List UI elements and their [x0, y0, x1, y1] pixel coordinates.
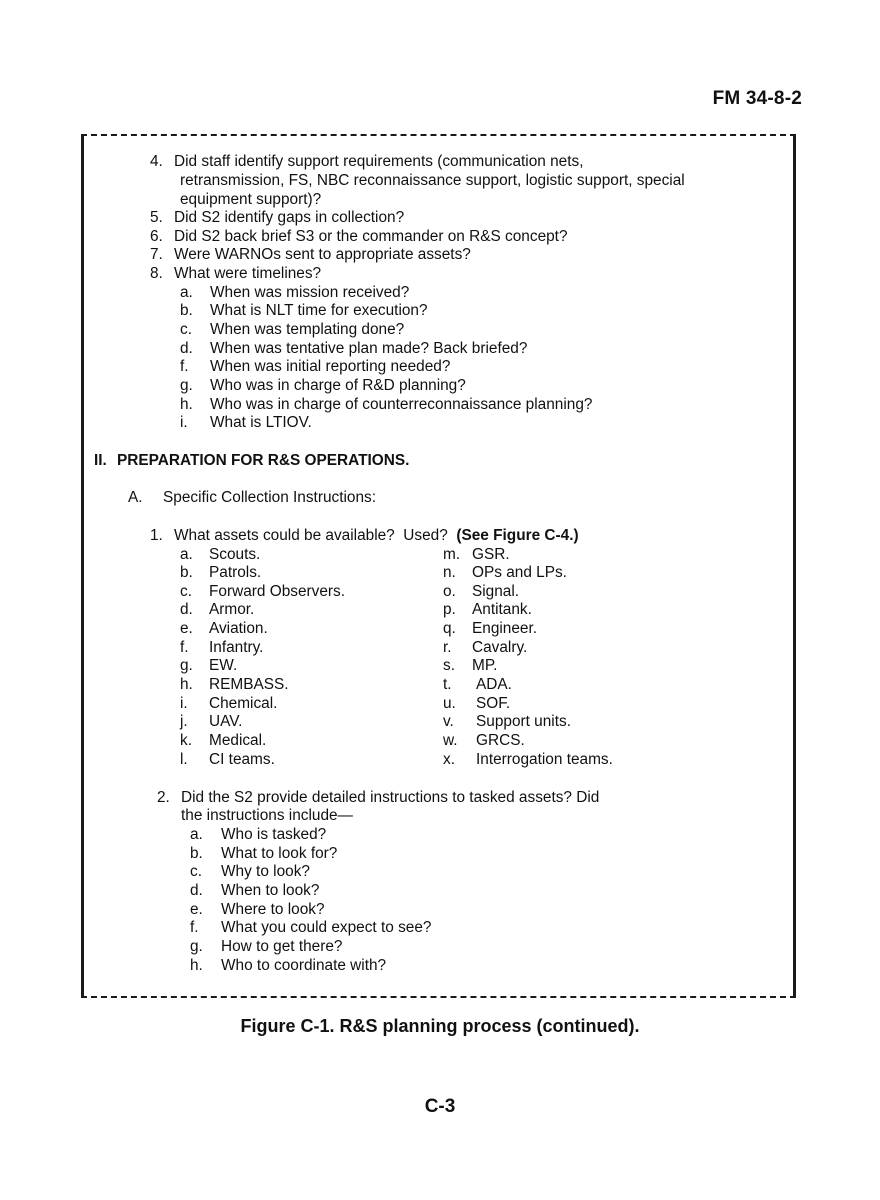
- list-item: What to look for?: [221, 845, 338, 862]
- list-item: Scouts.: [209, 546, 261, 563]
- list-item: EW.: [209, 657, 238, 674]
- list-item: Cavalry.: [472, 639, 528, 656]
- list-item: Patrols.: [209, 564, 262, 581]
- list-letter: c.: [180, 321, 192, 338]
- list-letter: p.: [443, 601, 456, 618]
- list-letter: b.: [180, 302, 193, 319]
- question-text: What were timelines?: [174, 265, 322, 282]
- list-letter: u.: [443, 695, 456, 712]
- list-letter: b.: [190, 845, 203, 862]
- list-letter: i.: [180, 414, 188, 431]
- list-item: Who is tasked?: [221, 826, 327, 843]
- list-letter: d.: [190, 882, 203, 899]
- subsection-letter: A.: [128, 489, 143, 506]
- list-item: ADA.: [476, 676, 512, 693]
- list-letter: c.: [190, 863, 202, 880]
- item-number: 8.: [150, 265, 163, 282]
- list-letter: g.: [180, 657, 193, 674]
- list-letter: m.: [443, 546, 461, 563]
- list-item: Who to coordinate with?: [221, 957, 387, 974]
- list-item: Who was in charge of counterreconnaissance planning?: [210, 396, 593, 413]
- item-number: 6.: [150, 228, 163, 245]
- question-text: Did S2 identify gaps in collection?: [174, 209, 405, 226]
- list-letter: x.: [443, 751, 455, 768]
- list-item: When was templating done?: [210, 321, 405, 338]
- list-letter: a.: [180, 546, 193, 563]
- list-item: Medical.: [209, 732, 267, 749]
- list-item: When to look?: [221, 882, 320, 899]
- list-letter: h.: [180, 676, 193, 693]
- list-letter: g.: [180, 377, 193, 394]
- list-letter: c.: [180, 583, 192, 600]
- list-letter: e.: [190, 901, 203, 918]
- question-text: Did staff identify support requirements (communication nets,: [174, 153, 584, 170]
- list-letter: r.: [443, 639, 452, 656]
- question-text: Were WARNOs sent to appropriate assets?: [174, 246, 471, 263]
- list-item: MP.: [472, 657, 498, 674]
- list-item: Armor.: [209, 601, 255, 618]
- list-item: What is NLT time for execution?: [210, 302, 428, 319]
- list-item: REMBASS.: [209, 676, 289, 693]
- list-item: When was initial reporting needed?: [210, 358, 451, 375]
- document-id: FM 34-8-2: [712, 88, 802, 109]
- list-letter: f.: [180, 639, 189, 656]
- list-letter: e.: [180, 620, 193, 637]
- question-text: the instructions include—: [181, 807, 353, 824]
- list-letter: l.: [180, 751, 188, 768]
- list-item: GSR.: [472, 546, 510, 563]
- list-letter: w.: [443, 732, 458, 749]
- list-letter: f.: [190, 919, 199, 936]
- item-number: 1.: [150, 527, 163, 544]
- list-letter: b.: [180, 564, 193, 581]
- list-letter: h.: [180, 396, 193, 413]
- list-item: Antitank.: [472, 601, 532, 618]
- list-item: GRCS.: [476, 732, 525, 749]
- list-letter: n.: [443, 564, 456, 581]
- list-letter: v.: [443, 713, 454, 730]
- list-letter: q.: [443, 620, 456, 637]
- list-item: How to get there?: [221, 938, 343, 955]
- question-text: Did the S2 provide detailed instructions to tasked assets? Did: [181, 789, 600, 806]
- item-number: 2.: [157, 789, 170, 806]
- list-item: SOF.: [476, 695, 511, 712]
- list-letter: o.: [443, 583, 456, 600]
- question-text: equipment support)?: [180, 191, 322, 208]
- list-item: What you could expect to see?: [221, 919, 432, 936]
- list-item: Where to look?: [221, 901, 325, 918]
- list-letter: h.: [190, 957, 203, 974]
- list-item: Who was in charge of R&D planning?: [210, 377, 466, 394]
- list-item: Support units.: [476, 713, 571, 730]
- list-item: UAV.: [209, 713, 243, 730]
- list-item: Signal.: [472, 583, 520, 600]
- list-letter: d.: [180, 601, 193, 618]
- list-letter: s.: [443, 657, 455, 674]
- list-item: Why to look?: [221, 863, 310, 880]
- question-text: [174, 527, 579, 545]
- item-number: 7.: [150, 246, 163, 263]
- figure-reference: (See Figure C-4.): [456, 527, 579, 544]
- item-number: 4.: [150, 153, 163, 170]
- list-letter: d.: [180, 340, 193, 357]
- subsection-heading: Specific Collection Instructions:: [163, 489, 376, 506]
- list-letter: t.: [443, 676, 452, 693]
- list-item: CI teams.: [209, 751, 275, 768]
- list-letter: j.: [180, 713, 188, 730]
- list-item: Interrogation teams.: [476, 751, 613, 768]
- list-item: Aviation.: [209, 620, 268, 637]
- list-item: When was tentative plan made? Back briefed?: [210, 340, 528, 357]
- page-number: C-3: [424, 1096, 456, 1117]
- item-number: 5.: [150, 209, 163, 226]
- section-number: II.: [94, 452, 107, 469]
- list-item: OPs and LPs.: [472, 564, 567, 581]
- list-item: When was mission received?: [210, 284, 410, 301]
- list-item: Forward Observers.: [209, 583, 345, 600]
- list-letter: f.: [180, 358, 189, 375]
- question-text: retransmission, FS, NBC reconnaissance support, logistic support, special: [180, 172, 685, 189]
- list-letter: a.: [190, 826, 203, 843]
- list-item: Infantry.: [209, 639, 264, 656]
- figure-caption: Figure C-1. R&S planning process (continued).: [240, 1016, 640, 1036]
- section-heading: PREPARATION FOR R&S OPERATIONS.: [117, 452, 410, 469]
- question-text-main: What assets could be available? Used?: [174, 527, 457, 544]
- list-letter: a.: [180, 284, 193, 301]
- list-item: Engineer.: [472, 620, 538, 637]
- question-text: Did S2 back brief S3 or the commander on R&S concept?: [174, 228, 568, 245]
- list-letter: g.: [190, 938, 203, 955]
- list-letter: i.: [180, 695, 188, 712]
- list-item: Chemical.: [209, 695, 278, 712]
- list-item: What is LTIOV.: [210, 414, 312, 431]
- list-letter: k.: [180, 732, 192, 749]
